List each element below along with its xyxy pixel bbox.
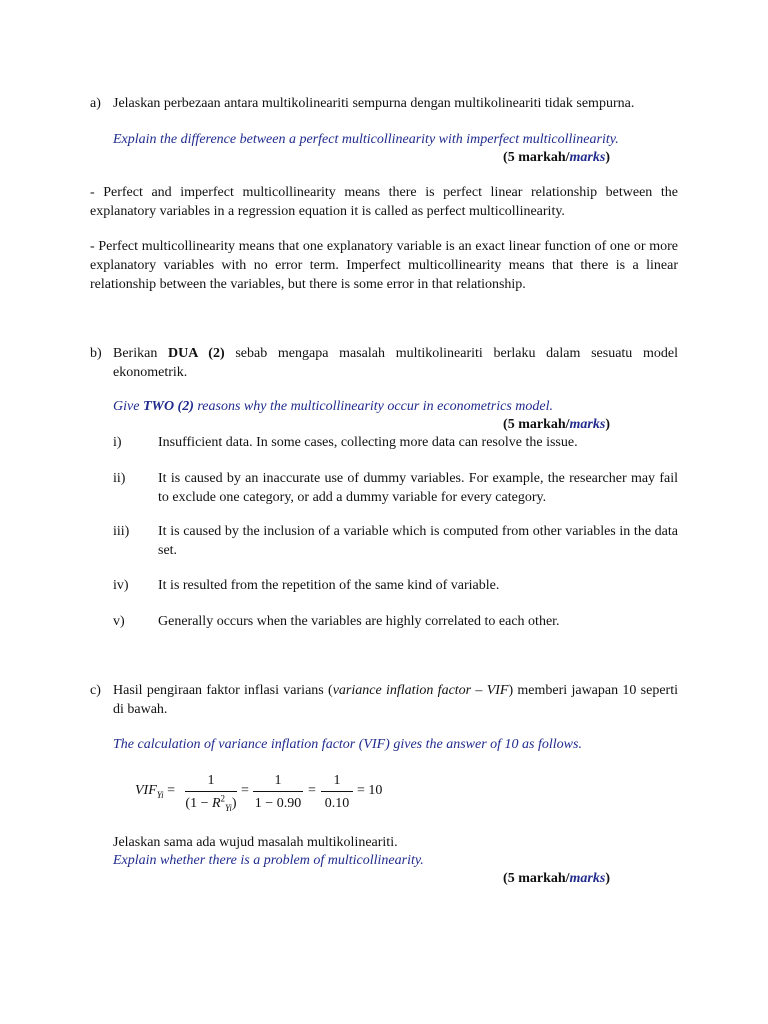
question-b-english: Give TWO (2) reasons why the multicollinearity occur in econometrics model. <box>113 399 554 414</box>
reason-number: iv) <box>113 578 129 593</box>
question-a-malay: Jelaskan perbezaan antara multikolineariti sempurna dengan multikolineariti tidak sempurna. <box>113 96 635 111</box>
question-c-malay: Hasil pengiraan faktor inflasi varians (variance inflation factor – VIF) memberi jawapan 10 seperti di bawah. <box>113 683 678 717</box>
formula-fraction-3: 1 0.10 <box>321 771 353 813</box>
question-b-marks: (5 markah/marks) <box>503 417 610 432</box>
question-b-label: b) <box>90 346 102 361</box>
answer-a-paragraph-1: - Perfect and imperfect multicollinearity means there is perfect linear relationship between the explanatory variables in a regression equation it is called as perfect multicollinearity. <box>90 185 678 219</box>
reason-text: Insufficient data. In some cases, collecting more data can resolve the issue. <box>158 435 578 450</box>
formula-fraction-1: 1 $(1 - R^2_{Yi})$ <box>185 773 237 813</box>
question-a-label: a) <box>90 96 101 111</box>
formula-lhs: $VIF_{Yi}$ = <box>135 783 176 800</box>
question-c-part2-malay: Jelaskan sama ada wujud masalah multikolineariti. <box>113 835 398 850</box>
question-c-english: The calculation of variance inflation factor (VIF) gives the answer of 10 as follows. <box>113 737 582 752</box>
reason-number: i) <box>113 435 122 450</box>
reason-text: It is caused by the inclusion of a variable which is computed from other variables in the data set. <box>158 524 678 558</box>
reason-number: v) <box>113 614 125 629</box>
answer-a-paragraph-2: - Perfect multicollinearity means that one explanatory variable is an exact linear function of one or more explanatory variables with no error term. Imperfect multicollinearity means that there is a linear relationship between the variables, but there is some error in that relationship. <box>90 239 678 292</box>
formula-equals: = <box>308 783 316 798</box>
reason-text: It is resulted from the repetition of the same kind of variable. <box>158 578 500 593</box>
formula-fraction-2: 1 1 − 0.90 <box>254 773 302 811</box>
question-a-marks: (5 markah/marks) <box>503 150 610 165</box>
question-b-malay: Berikan DUA (2) sebab mengapa masalah multikolineariti berlaku dalam sesuatu model ekonometrik. <box>113 346 678 380</box>
reason-text: It is caused by an inaccurate use of dummy variables. For example, the researcher may fail to exclude one category, or add a dummy variable for every category. <box>158 471 678 505</box>
reason-number: ii) <box>113 471 126 486</box>
question-c-marks: (5 markah/marks) <box>503 871 610 886</box>
question-c-label: c) <box>90 683 101 698</box>
reason-number: iii) <box>113 524 130 539</box>
formula-result: = 10 <box>357 783 383 798</box>
question-a-english: Explain the difference between a perfect multicollinearity with imperfect multicollinearity. <box>113 132 619 147</box>
question-c-part2-english: Explain whether there is a problem of multicollinearity. <box>113 853 424 868</box>
reason-text: Generally occurs when the variables are highly correlated to each other. <box>158 614 560 629</box>
formula-equals: = <box>241 783 249 798</box>
